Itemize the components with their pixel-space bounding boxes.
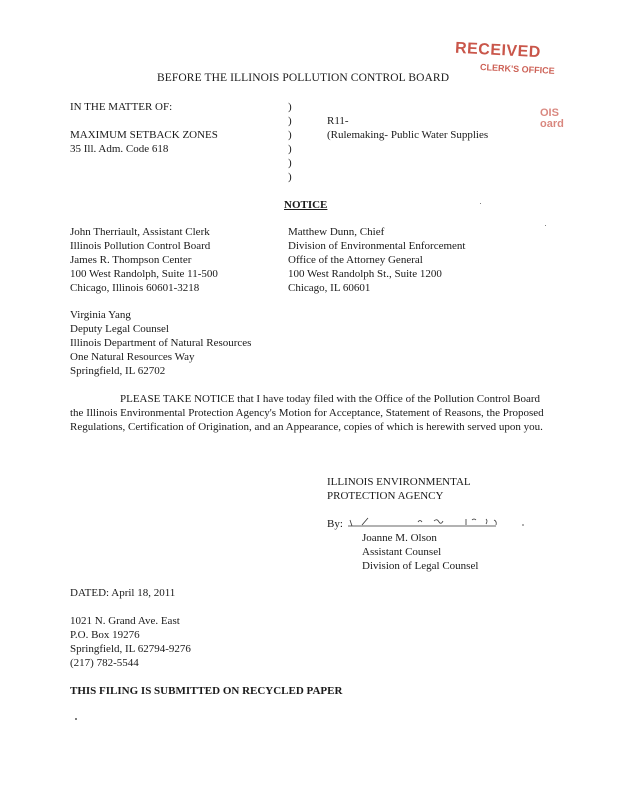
caption-paren: )	[288, 115, 292, 127]
phone-number: (217) 782-5544	[70, 657, 139, 669]
address-line: Illinois Department of Natural Resources	[70, 337, 252, 349]
address-line: One Natural Resources Way	[70, 351, 195, 363]
document-title: BEFORE THE ILLINOIS POLLUTION CONTROL BOARD	[157, 72, 450, 84]
address-line: Virginia Yang	[70, 309, 131, 321]
address-line: Division of Environmental Enforcement	[288, 240, 466, 252]
caption-paren: )	[288, 129, 292, 141]
caption-paren: )	[288, 171, 292, 183]
address-line: P.O. Box 19276	[70, 629, 140, 641]
signer-name: Joanne M. Olson	[362, 532, 437, 544]
received-stamp-main: RECEIVED	[454, 39, 542, 62]
caption-paren: )	[288, 143, 292, 155]
received-stamp-side	[540, 108, 564, 130]
address-line: 1021 N. Grand Ave. East	[70, 615, 180, 627]
caption-paren: )	[288, 101, 292, 113]
notice-heading: NOTICE	[284, 199, 328, 211]
address-line: 100 West Randolph St., Suite 1200	[288, 268, 442, 280]
stamp-side-line-1: OIS	[540, 107, 559, 119]
stamp-side-line-2: oard	[540, 118, 564, 130]
address-line: Illinois Pollution Control Board	[70, 240, 211, 252]
scan-speck	[480, 203, 481, 204]
caption-left	[70, 100, 218, 156]
addressee-attorney-general	[288, 225, 465, 295]
scan-speck	[75, 718, 77, 720]
address-line: Matthew Dunn, Chief	[288, 226, 385, 238]
caption-parentheses	[288, 100, 298, 184]
signature-scrawl	[346, 514, 536, 528]
notice-body	[70, 392, 546, 434]
signer-title: Assistant Counsel	[362, 546, 442, 558]
caption-left-line: 35 Ill. Adm. Code 618	[70, 143, 169, 155]
caption-right	[327, 114, 488, 142]
address-line: Deputy Legal Counsel	[70, 323, 169, 335]
docket-number: R11-	[327, 115, 349, 127]
caption-left-line: MAXIMUM SETBACK ZONES	[70, 129, 218, 141]
notice-body-text: PLEASE TAKE NOTICE that I have today filed with the Office of the Pollution Control Board the Illinois Environmental Protection Agency's Motion for Acceptance, Statement of Reasons, the Proposed Regulations, Certification of Origination, and an Appearance, copies of which is herewith served upon you.	[70, 393, 544, 433]
received-stamp-sub: CLERK'S OFFICE	[479, 62, 555, 76]
rulemaking-type: (Rulemaking- Public Water Supplies	[327, 129, 489, 141]
caption-paren: )	[288, 157, 292, 169]
addressee-dnr	[70, 308, 251, 378]
caption-left-line	[70, 114, 218, 128]
address-line: Chicago, IL 60601	[288, 282, 371, 294]
agency-line: PROTECTION AGENCY	[327, 490, 444, 502]
address-line: Springfield, IL 62794-9276	[70, 643, 191, 655]
addressee-clerk	[70, 225, 218, 295]
return-address	[70, 614, 191, 670]
address-line: John Therriault, Assistant Clerk	[70, 226, 210, 238]
dated-line: DATED: April 18, 2011	[70, 587, 176, 599]
recycled-paper-note: THIS FILING IS SUBMITTED ON RECYCLED PAPER	[70, 685, 343, 697]
agency-name	[327, 475, 471, 503]
scan-speck	[545, 225, 546, 226]
address-line: Office of the Attorney General	[288, 254, 423, 266]
received-stamp	[454, 39, 542, 62]
address-line: Chicago, Illinois 60601-3218	[70, 282, 200, 294]
caption-left-line: IN THE MATTER OF:	[70, 101, 173, 113]
signature-by-label: By:	[327, 518, 343, 530]
address-line: James R. Thompson Center	[70, 254, 192, 266]
address-line: 100 West Randolph, Suite 11-500	[70, 268, 218, 280]
signer-block	[362, 531, 478, 573]
address-line: Springfield, IL 62702	[70, 365, 166, 377]
agency-line: ILLINOIS ENVIRONMENTAL	[327, 476, 471, 488]
signer-division: Division of Legal Counsel	[362, 560, 479, 572]
